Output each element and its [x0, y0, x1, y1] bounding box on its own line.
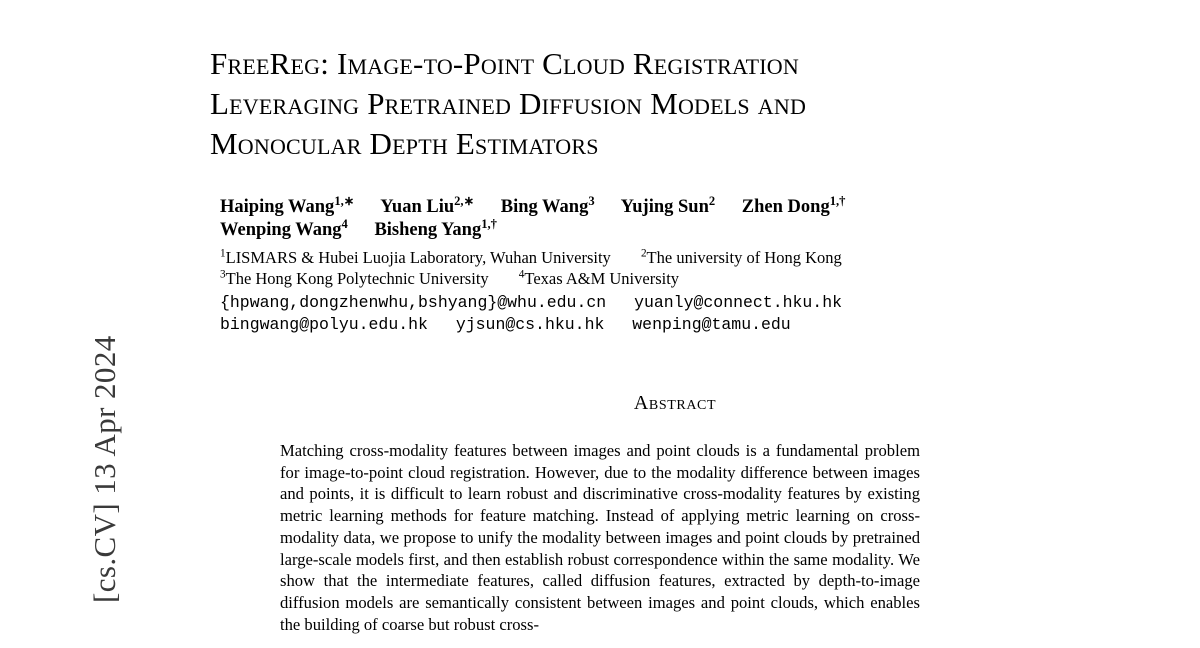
email-address: yuanly@connect.hku.hk — [634, 293, 843, 312]
author-name: Bing Wang — [500, 197, 589, 217]
email-list — [220, 292, 1120, 335]
affiliation-list — [220, 247, 1120, 289]
arxiv-stamp-text: [cs.CV] 13 Apr 2024 — [87, 335, 122, 603]
affiliation-text: Texas A&M University — [524, 269, 680, 288]
abstract-heading: Abstract — [633, 392, 717, 414]
affiliation-marker: 3 — [220, 268, 226, 281]
author-affil-marker: 3 — [588, 193, 595, 208]
author-affil-marker: 2,∗ — [454, 193, 475, 208]
abstract-body — [280, 440, 920, 635]
affiliation-text: LISMARS & Hubei Luojia Laboratory, Wuhan University — [225, 248, 611, 267]
author-affil-marker: 1,† — [481, 216, 497, 231]
author-list — [220, 193, 1100, 242]
author-affil-marker: 1,∗ — [334, 193, 355, 208]
title-line-1: FreeReg: Image-to-Point Cloud Registration — [210, 46, 799, 81]
email-address: yjsun@cs.hku.hk — [455, 314, 605, 334]
author-row-2 — [220, 216, 1100, 242]
author-affil-marker: 2 — [708, 193, 716, 208]
email-row-1 — [220, 292, 1120, 314]
abstract-paragraph: Matching cross-modality features between images and point clouds is a fundamental problem for image-to-point cloud registration. However, due to the modality difference between images and points, it is difficult to learn robust and discriminative cross-modality features by existing metric learning methods for feature matching. Instead of applying metric learning on cross-modality data, we propose to unify the modality between images and point clouds by pretrained large-scale models first, and then establish robust correspondence within the same modality. We show that the intermediate features, called diffusion features, extracted by depth-to-image diffusion models are semantically consistent between images and point clouds, which enables the building of coarse but robust cross- — [280, 441, 920, 634]
arxiv-stamp — [0, 0, 150, 648]
author-name: Yuan Liu — [380, 197, 455, 217]
author-name: Wenping Wang — [220, 220, 342, 240]
author-affil-marker: 4 — [341, 216, 348, 231]
title-line-2: Leveraging Pretrained Diffusion Models and — [210, 86, 807, 121]
author-name: Zhen Dong — [741, 197, 830, 217]
author-affil-marker: 1,† — [829, 193, 846, 208]
paper-page — [150, 0, 1200, 648]
email-address: bingwang@polyu.edu.hk — [220, 314, 428, 334]
author-name: Yujing Sun — [620, 197, 709, 217]
email-address: {hpwang,dongzhenwhu,bshyang}@whu.edu.cn — [220, 293, 607, 312]
affiliation-row-1 — [220, 247, 1120, 268]
page-title — [210, 44, 1060, 164]
affiliation-marker: 2 — [640, 247, 647, 260]
affiliation-text: The university of Hong Kong — [646, 248, 842, 267]
affiliation-text: The Hong Kong Polytechnic University — [225, 269, 489, 288]
affiliation-marker: 4 — [518, 268, 525, 281]
title-line-3: Monocular Depth Estimators — [210, 126, 599, 161]
author-name: Bisheng Yang — [374, 220, 482, 240]
affiliation-marker: 1 — [220, 247, 226, 260]
author-row-1 — [220, 193, 1100, 219]
email-address: wenping@tamu.edu — [632, 314, 791, 334]
author-name: Haiping Wang — [220, 197, 335, 217]
email-row-2 — [220, 314, 1120, 336]
affiliation-row-2 — [220, 268, 1120, 289]
